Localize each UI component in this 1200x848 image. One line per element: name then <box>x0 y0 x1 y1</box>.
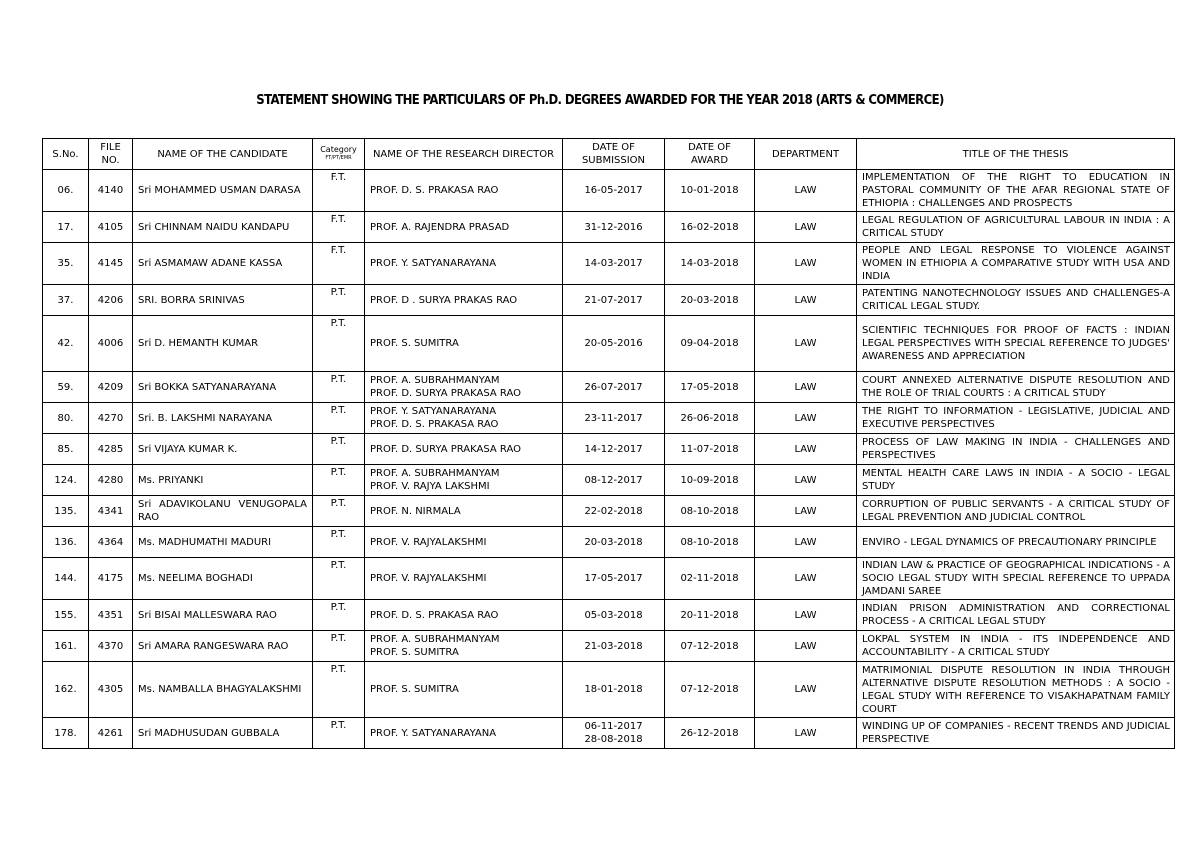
header-director: NAME OF THE RESEARCH DIRECTOR <box>365 139 563 170</box>
submission-date: 20-05-2016 <box>584 338 643 349</box>
cell-award: 11-07-2018 <box>665 434 755 465</box>
submission-date: 16-05-2017 <box>584 185 643 196</box>
cell-award: 10-01-2018 <box>665 170 755 212</box>
cell-category: P.T. <box>313 558 365 600</box>
cell-thesis: COURT ANNEXED ALTERNATIVE DISPUTE RESOLUTION AND THE ROLE OF TRIAL COURTS : A CRITICAL STUDY <box>857 372 1175 403</box>
cell-director <box>365 527 563 558</box>
cell-award: 07-12-2018 <box>665 662 755 718</box>
cell-candidate: Sri ASMAMAW ADANE KASSA <box>133 243 313 285</box>
cell-director <box>365 558 563 600</box>
cell-thesis: MENTAL HEALTH CARE LAWS IN INDIA - A SOCIO - LEGAL STUDY <box>857 465 1175 496</box>
cell-category: F.T. <box>313 212 365 243</box>
cell-thesis: LOKPAL SYSTEM IN INDIA - ITS INDEPENDENCE AND ACCOUNTABILITY - A CRITICAL STUDY <box>857 631 1175 662</box>
page-title: STATEMENT SHOWING THE PARTICULARS OF Ph.D. DEGREES AWARDED FOR THE YEAR 2018 (ARTS & COMMERCE) <box>256 93 944 108</box>
cell-submission <box>563 718 665 749</box>
cell-candidate: SRI. BORRA SRINIVAS <box>133 285 313 316</box>
cell-category: P.T. <box>313 600 365 631</box>
cell-submission <box>563 662 665 718</box>
cell-award: 10-09-2018 <box>665 465 755 496</box>
cell-candidate: Ms. MADHUMATHI MADURI <box>133 527 313 558</box>
cell-department: LAW <box>755 662 857 718</box>
cell-candidate: Ms. NEELIMA BOGHADI <box>133 558 313 600</box>
director-name: PROF. A. SUBRAHMANYAM <box>370 375 500 386</box>
cell-submission <box>563 527 665 558</box>
cell-award: 26-12-2018 <box>665 718 755 749</box>
table-row <box>43 496 1175 527</box>
cell-director <box>365 600 563 631</box>
cell-submission <box>563 600 665 631</box>
cell-submission <box>563 316 665 372</box>
cell-category: P.T. <box>313 316 365 372</box>
cell-file-no: 4140 <box>89 170 133 212</box>
cell-department: LAW <box>755 718 857 749</box>
director-name: PROF. Y. SATYANARAYANA <box>370 406 497 417</box>
cell-file-no: 4105 <box>89 212 133 243</box>
cell-file-no: 4364 <box>89 527 133 558</box>
cell-department: LAW <box>755 170 857 212</box>
header-sno: S.No. <box>43 139 89 170</box>
submission-date: 18-01-2018 <box>584 684 643 695</box>
cell-sno: 135. <box>43 496 89 527</box>
table-row <box>43 434 1175 465</box>
director-name: PROF. Y. SATYANARAYANA <box>370 727 497 739</box>
cell-award: 09-04-2018 <box>665 316 755 372</box>
cell-director <box>365 662 563 718</box>
cell-candidate: Sri CHINNAM NAIDU KANDAPU <box>133 212 313 243</box>
cell-file-no: 4305 <box>89 662 133 718</box>
table-row <box>43 631 1175 662</box>
director-name: PROF. A. SUBRAHMANYAM <box>370 634 500 645</box>
director-name: PROF. V. RAJYA LAKSHMI <box>370 481 490 492</box>
header-department: DEPARTMENT <box>755 139 857 170</box>
cell-department: LAW <box>755 212 857 243</box>
cell-director <box>365 170 563 212</box>
cell-award: 20-11-2018 <box>665 600 755 631</box>
cell-thesis: ENVIRO - LEGAL DYNAMICS OF PRECAUTIONARY PRINCIPLE <box>857 527 1175 558</box>
header-thesis: TITLE OF THE THESIS <box>857 139 1175 170</box>
cell-thesis: CORRUPTION OF PUBLIC SERVANTS - A CRITICAL STUDY OF LEGAL PREVENTION AND JUDICIAL CONTROL <box>857 496 1175 527</box>
table-row <box>43 558 1175 600</box>
cell-candidate: Sri MADHUSUDAN GUBBALA <box>133 718 313 749</box>
cell-sno: 42. <box>43 316 89 372</box>
cell-file-no: 4285 <box>89 434 133 465</box>
director-name: PROF. D. SURYA PRAKASA RAO <box>370 443 522 455</box>
cell-file-no: 4261 <box>89 718 133 749</box>
table-row <box>43 465 1175 496</box>
cell-file-no: 4006 <box>89 316 133 372</box>
phd-awards-table <box>42 138 1175 749</box>
cell-submission <box>563 465 665 496</box>
table-row <box>43 243 1175 285</box>
cell-thesis: LEGAL REGULATION OF AGRICULTURAL LABOUR IN INDIA : A CRITICAL STUDY <box>857 212 1175 243</box>
cell-candidate: Ms. NAMBALLA BHAGYALAKSHMI <box>133 662 313 718</box>
table-body <box>43 170 1175 749</box>
director-name: PROF. Y. SATYANARAYANA <box>370 258 497 269</box>
cell-thesis: MATRIMONIAL DISPUTE RESOLUTION IN INDIA THROUGH ALTERNATIVE DISPUTE RESOLUTION METHODS : A SOCIO - LEGAL STUDY WITH REFERENCE TO VISAKHAPATNAM FAMILY COURT <box>857 662 1175 718</box>
cell-submission <box>563 285 665 316</box>
cell-candidate: Sri ADAVIKOLANU VENUGOPALA RAO <box>133 496 313 527</box>
cell-thesis: PROCESS OF LAW MAKING IN INDIA - CHALLENGES AND PERSPECTIVES <box>857 434 1175 465</box>
director-name: PROF. S. SUMITRA <box>370 684 459 695</box>
cell-thesis: IMPLEMENTATION OF THE RIGHT TO EDUCATION IN PASTORAL COMMUNITY OF THE AFAR REGIONAL STATE OF ETHIOPIA : CHALLENGES AND PROSPECTS <box>857 170 1175 212</box>
cell-candidate: Sri BOKKA SATYANARAYANA <box>133 372 313 403</box>
header-category-sub: FT/PT/EMR <box>325 155 352 161</box>
cell-file-no: 4145 <box>89 243 133 285</box>
cell-submission <box>563 403 665 434</box>
table-row <box>43 212 1175 243</box>
cell-submission <box>563 212 665 243</box>
cell-department: LAW <box>755 558 857 600</box>
submission-date: 21-03-2018 <box>584 640 643 652</box>
table-row <box>43 662 1175 718</box>
cell-department: LAW <box>755 527 857 558</box>
cell-candidate: Sri. B. LAKSHMI NARAYANA <box>133 403 313 434</box>
cell-thesis: THE RIGHT TO INFORMATION - LEGISLATIVE, JUDICIAL AND EXECUTIVE PERSPECTIVES <box>857 403 1175 434</box>
director-name: PROF. V. RAJYALAKSHMI <box>370 573 487 584</box>
submission-date: 08-12-2017 <box>584 474 643 486</box>
cell-submission <box>563 558 665 600</box>
cell-award: 20-03-2018 <box>665 285 755 316</box>
cell-candidate: Sri VIJAYA KUMAR K. <box>133 434 313 465</box>
cell-director <box>365 496 563 527</box>
cell-submission <box>563 372 665 403</box>
cell-category: F.T. <box>313 170 365 212</box>
submission-date: 20-03-2018 <box>584 536 643 548</box>
cell-category: P.T. <box>313 718 365 749</box>
cell-sno: 59. <box>43 372 89 403</box>
cell-department: LAW <box>755 434 857 465</box>
cell-sno: 161. <box>43 631 89 662</box>
cell-file-no: 4270 <box>89 403 133 434</box>
cell-department: LAW <box>755 285 857 316</box>
director-name: PROF. D. S. PRAKASA RAO <box>370 609 499 621</box>
cell-department: LAW <box>755 631 857 662</box>
cell-sno: 178. <box>43 718 89 749</box>
cell-category: P.T. <box>313 434 365 465</box>
table-row <box>43 170 1175 212</box>
cell-director <box>365 403 563 434</box>
cell-file-no: 4206 <box>89 285 133 316</box>
director-name: PROF. D. SURYA PRAKASA RAO <box>370 388 522 399</box>
header-submission: DATE OF SUBMISSION <box>563 139 665 170</box>
submission-date: 17-05-2017 <box>584 573 643 584</box>
cell-department: LAW <box>755 403 857 434</box>
cell-category: F.T. <box>313 243 365 285</box>
cell-category: P.T. <box>313 372 365 403</box>
cell-file-no: 4351 <box>89 600 133 631</box>
cell-sno: 80. <box>43 403 89 434</box>
cell-category: P.T. <box>313 527 365 558</box>
cell-category: P.T. <box>313 496 365 527</box>
header-award: DATE OF AWARD <box>665 139 755 170</box>
cell-sno: 37. <box>43 285 89 316</box>
cell-award: 08-10-2018 <box>665 527 755 558</box>
cell-file-no: 4370 <box>89 631 133 662</box>
submission-date: 14-03-2017 <box>584 258 643 269</box>
table-row <box>43 372 1175 403</box>
cell-submission <box>563 170 665 212</box>
cell-department: LAW <box>755 496 857 527</box>
cell-director <box>365 465 563 496</box>
table-row <box>43 316 1175 372</box>
director-name: PROF. N. NIRMALA <box>370 505 461 517</box>
cell-file-no: 4209 <box>89 372 133 403</box>
table-row <box>43 600 1175 631</box>
cell-candidate: Sri D. HEMANTH KUMAR <box>133 316 313 372</box>
cell-award: 14-03-2018 <box>665 243 755 285</box>
cell-candidate: Ms. PRIYANKI <box>133 465 313 496</box>
cell-sno: 17. <box>43 212 89 243</box>
table-row <box>43 718 1175 749</box>
submission-date: 05-03-2018 <box>584 609 643 621</box>
cell-director <box>365 631 563 662</box>
cell-department: LAW <box>755 600 857 631</box>
table-row <box>43 527 1175 558</box>
cell-candidate: Sri BISAI MALLESWARA RAO <box>133 600 313 631</box>
cell-award: 02-11-2018 <box>665 558 755 600</box>
cell-category: P.T. <box>313 662 365 718</box>
director-name: PROF. A. SUBRAHMANYAM <box>370 468 500 479</box>
cell-sno: 155. <box>43 600 89 631</box>
submission-date: 21-07-2017 <box>584 294 643 306</box>
cell-award: 16-02-2018 <box>665 212 755 243</box>
cell-sno: 144. <box>43 558 89 600</box>
cell-sno: 06. <box>43 170 89 212</box>
cell-director <box>365 434 563 465</box>
cell-director <box>365 316 563 372</box>
cell-thesis: PEOPLE AND LEGAL RESPONSE TO VIOLENCE AGAINST WOMEN IN ETHIOPIA A COMPARATIVE STUDY WITH USA AND INDIA <box>857 243 1175 285</box>
cell-award: 17-05-2018 <box>665 372 755 403</box>
cell-thesis: INDIAN LAW & PRACTICE OF GEOGRAPHICAL INDICATIONS - A SOCIO LEGAL STUDY WITH SPECIAL REFERENCE TO UPPADA JAMDANI SAREE <box>857 558 1175 600</box>
submission-date: 26-07-2017 <box>584 381 643 393</box>
director-name: PROF. V. RAJYALAKSHMI <box>370 536 487 548</box>
header-file-no: FILE NO. <box>89 139 133 170</box>
director-name: PROF. D. S. PRAKASA RAO <box>370 185 499 196</box>
director-name: PROF. D. S. PRAKASA RAO <box>370 419 499 430</box>
submission-date: 31-12-2016 <box>584 221 643 233</box>
cell-director <box>365 372 563 403</box>
submission-date: 06-11-2017 <box>584 721 643 732</box>
table-row <box>43 285 1175 316</box>
cell-file-no: 4280 <box>89 465 133 496</box>
cell-sno: 35. <box>43 243 89 285</box>
cell-sno: 124. <box>43 465 89 496</box>
cell-department: LAW <box>755 243 857 285</box>
header-category <box>313 139 365 170</box>
cell-thesis: SCIENTIFIC TECHNIQUES FOR PROOF OF FACTS : INDIAN LEGAL PERSPECTIVES WITH SPECIAL REFERENCE TO JUDGES' AWARENESS AND APPRECIATION <box>857 316 1175 372</box>
cell-file-no: 4175 <box>89 558 133 600</box>
cell-thesis: WINDING UP OF COMPANIES - RECENT TRENDS AND JUDICIAL PERSPECTIVE <box>857 718 1175 749</box>
director-name: PROF. D . SURYA PRAKAS RAO <box>370 294 518 306</box>
submission-date: 23-11-2017 <box>584 412 643 424</box>
director-name: PROF. S. SUMITRA <box>370 338 459 349</box>
director-name: PROF. S. SUMITRA <box>370 647 459 658</box>
cell-category: P.T. <box>313 465 365 496</box>
table-header-row <box>43 139 1175 170</box>
cell-file-no: 4341 <box>89 496 133 527</box>
cell-department: LAW <box>755 465 857 496</box>
cell-sno: 136. <box>43 527 89 558</box>
cell-director <box>365 718 563 749</box>
cell-award: 08-10-2018 <box>665 496 755 527</box>
cell-thesis: INDIAN PRISON ADMINISTRATION AND CORRECTIONAL PROCESS - A CRITICAL LEGAL STUDY <box>857 600 1175 631</box>
director-name: PROF. A. RAJENDRA PRASAD <box>370 221 510 233</box>
table-row <box>43 403 1175 434</box>
cell-category: P.T. <box>313 403 365 434</box>
header-candidate: NAME OF THE CANDIDATE <box>133 139 313 170</box>
cell-department: LAW <box>755 372 857 403</box>
submission-date: 22-02-2018 <box>584 505 643 517</box>
cell-candidate: Sri MOHAMMED USMAN DARASA <box>133 170 313 212</box>
cell-sno: 85. <box>43 434 89 465</box>
cell-candidate: Sri AMARA RANGESWARA RAO <box>133 631 313 662</box>
header-category-label: Category <box>320 145 357 154</box>
cell-category: P.T. <box>313 631 365 662</box>
cell-director <box>365 212 563 243</box>
cell-department: LAW <box>755 316 857 372</box>
submission-date: 28-08-2018 <box>584 734 643 745</box>
cell-submission <box>563 631 665 662</box>
cell-submission <box>563 434 665 465</box>
cell-director <box>365 285 563 316</box>
cell-thesis: PATENTING NANOTECHNOLOGY ISSUES AND CHALLENGES-A CRITICAL LEGAL STUDY. <box>857 285 1175 316</box>
cell-sno: 162. <box>43 662 89 718</box>
cell-submission <box>563 243 665 285</box>
cell-category: P.T. <box>313 285 365 316</box>
cell-director <box>365 243 563 285</box>
submission-date: 14-12-2017 <box>584 443 643 455</box>
cell-award: 26-06-2018 <box>665 403 755 434</box>
cell-award: 07-12-2018 <box>665 631 755 662</box>
cell-submission <box>563 496 665 527</box>
